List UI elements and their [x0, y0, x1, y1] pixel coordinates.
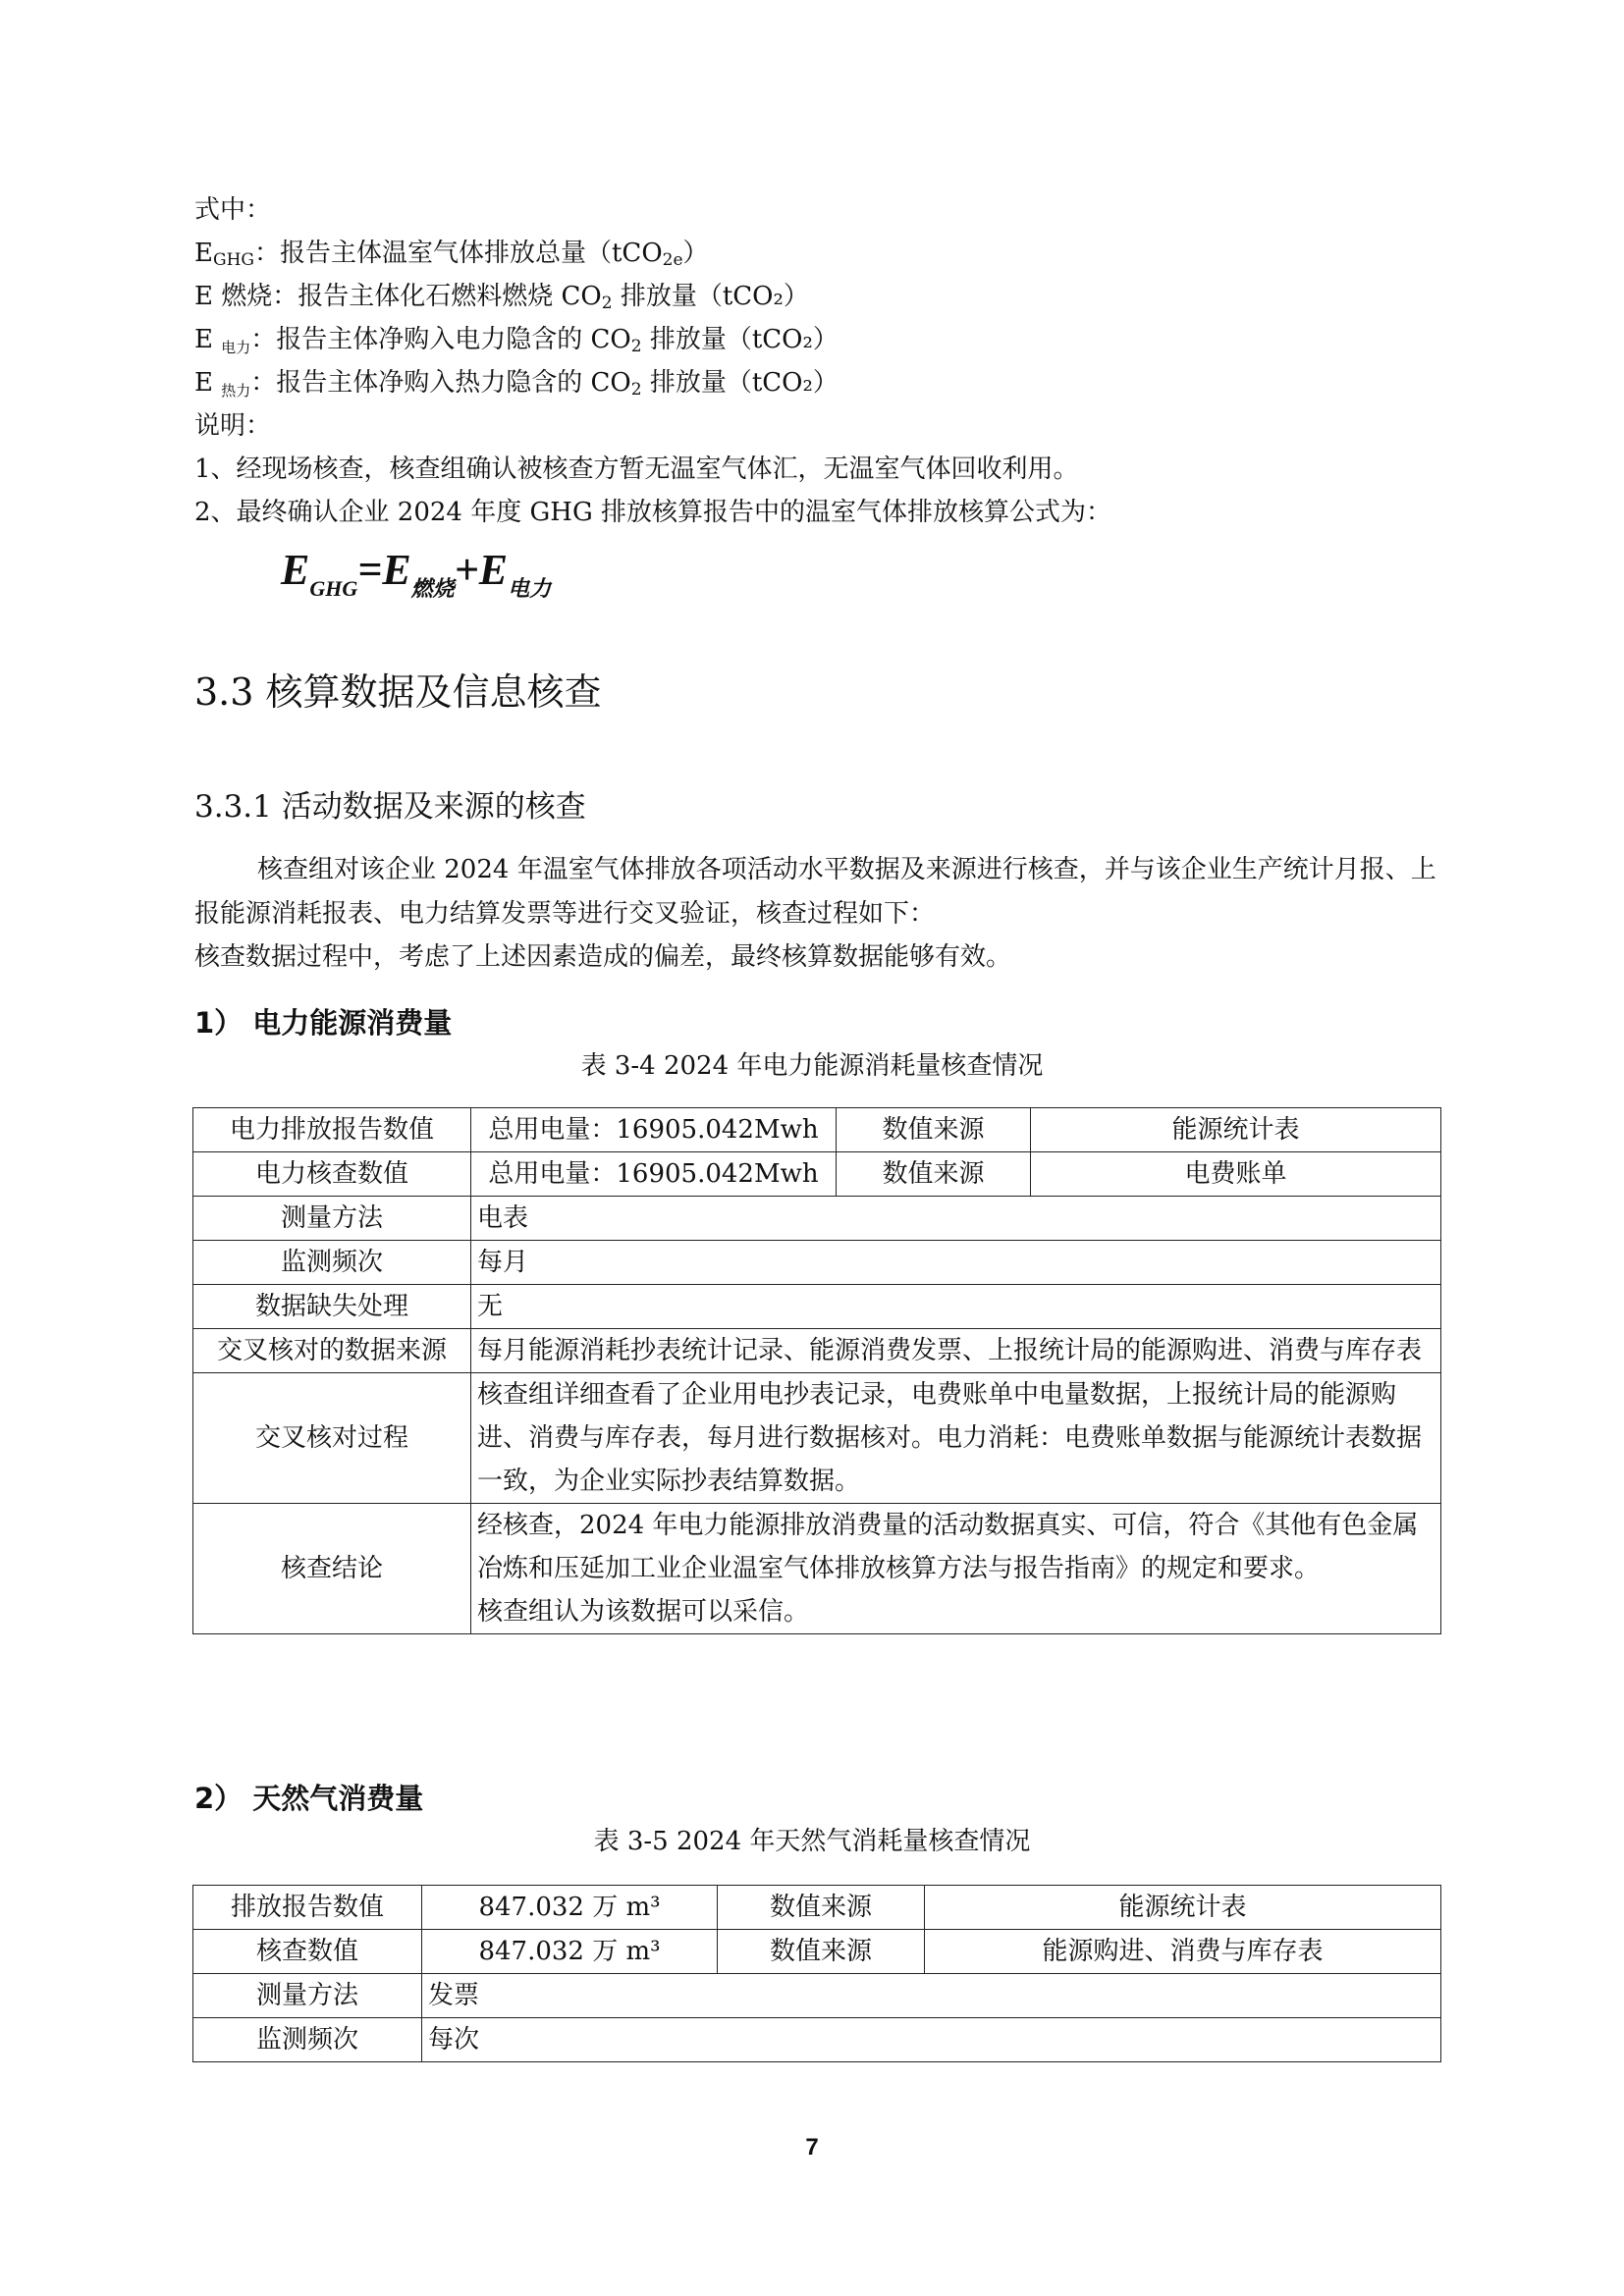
row-label: 数据缺失处理 — [193, 1285, 471, 1329]
electricity-heading: 1） 电力能源消费量 — [194, 1006, 453, 1040]
def-heat: E 热力：报告主体净购入热力隐含的 $CO_2$ 排放量（tCO₂） — [194, 368, 839, 400]
row-label: 核查结论 — [193, 1504, 471, 1634]
gas-heading: 2） 天然气消费量 — [194, 1782, 424, 1815]
electricity-table — [192, 1107, 1441, 1634]
row-value: 电表 — [471, 1197, 1441, 1241]
row-value: 无 — [471, 1285, 1441, 1329]
table-row — [193, 2018, 1441, 2062]
table-row — [193, 1886, 1441, 1930]
row-label: 交叉核对过程 — [193, 1373, 471, 1504]
conclusion-adopt: 核查组认为该数据可以采信。 — [477, 1597, 810, 1627]
def-electricity: E 电力：报告主体净购入电力隐含的 $CO_2$ 排放量（tCO₂） — [194, 325, 839, 356]
table-row — [193, 1504, 1441, 1634]
row-label: 排放报告数值 — [193, 1886, 422, 1930]
conclusion-text: 经核查，2024 年电力能源排放消费量的活动数据真实、可信，符合《其他有色金属冶炼和压延加工业企业温室气体排放核算方法与报告指南》的规定和要求。 — [477, 1511, 1419, 1583]
table-row — [193, 1285, 1441, 1329]
source-label: 数值来源 — [837, 1108, 1031, 1152]
row-label: 监测频次 — [193, 2018, 422, 2062]
def-combustion: E 燃烧：报告主体化石燃料燃烧 $CO_2$ 排放量（tCO₂） — [194, 282, 809, 313]
row-label: 监测频次 — [193, 1241, 471, 1285]
source-label: 数值来源 — [718, 1886, 925, 1930]
note-label: 说明： — [194, 411, 272, 441]
note-2: 2、最终确认企业 2024 年度 GHG 排放核算报告中的温室气体排放核算公式为： — [194, 498, 1111, 527]
emission-formula: $E_{GHG}=E_{燃烧}+E_{电力}$ — [281, 546, 552, 601]
row-value: 发票 — [422, 1974, 1441, 2018]
row-value: 每次 — [422, 2018, 1441, 2062]
subsection-title: 3.3.1 活动数据及来源的核查 — [194, 789, 586, 825]
table-row — [193, 1241, 1441, 1285]
table-row — [193, 1197, 1441, 1241]
row-label: 电力排放报告数值 — [193, 1108, 471, 1152]
source-value: 能源购进、消费与库存表 — [925, 1930, 1441, 1974]
paragraph-1: 核查组对该企业 2024 年温室气体排放各项活动水平数据及来源进行核查，并与该企业生产统计月报、上报能源消耗报表、电力结算发票等进行交叉验证，核查过程如下： — [194, 855, 1436, 929]
row-value — [471, 1504, 1441, 1634]
row-value: 847.032 万 m³ — [422, 1930, 718, 1974]
source-value: 能源统计表 — [925, 1886, 1441, 1930]
section-title: 3.3 核算数据及信息核查 — [194, 670, 602, 714]
row-label: 交叉核对的数据来源 — [193, 1329, 471, 1373]
source-value: 电费账单 — [1031, 1152, 1441, 1197]
row-label: 测量方法 — [193, 1197, 471, 1241]
table-row — [193, 1373, 1441, 1504]
row-value: 核查组详细查看了企业用电抄表记录，电费账单中电量数据，上报统计局的能源购进、消费与库存表，每月进行数据核对。电力消耗：电费账单数据与能源统计表数据一致，为企业实际抄表结算数据。 — [471, 1373, 1441, 1504]
source-label: 数值来源 — [837, 1152, 1031, 1197]
gas-table — [192, 1885, 1441, 2062]
intro-label: 式中： — [194, 195, 272, 225]
def-ghg: $E_{GHG}$：报告主体温室气体排放总量（tCO$_{2e}$） — [194, 239, 709, 270]
row-value: 每月能源消耗抄表统计记录、能源消费发票、上报统计局的能源购进、消费与库存表 — [471, 1329, 1441, 1373]
table-row — [193, 1329, 1441, 1373]
gas-table-caption: 表 3-5 2024 年天然气消耗量核查情况 — [593, 1827, 1031, 1856]
row-value: 每月 — [471, 1241, 1441, 1285]
row-label: 核查数值 — [193, 1930, 422, 1974]
row-value: 总用电量：16905.042Mwh — [471, 1152, 837, 1197]
electricity-table-caption: 表 3-4 2024 年电力能源消耗量核查情况 — [580, 1051, 1044, 1081]
table-row — [193, 1930, 1441, 1974]
row-value: 847.032 万 m³ — [422, 1886, 718, 1930]
page-number: 7 — [805, 2134, 819, 2161]
row-label: 电力核查数值 — [193, 1152, 471, 1197]
source-value: 能源统计表 — [1031, 1108, 1441, 1152]
row-value: 总用电量：16905.042Mwh — [471, 1108, 837, 1152]
note-1: 1、经现场核查，核查组确认被核查方暂无温室气体汇，无温室气体回收利用。 — [194, 454, 1079, 484]
table-row — [193, 1108, 1441, 1152]
table-row — [193, 1152, 1441, 1197]
table-row — [193, 1974, 1441, 2018]
paragraph-2: 核查数据过程中，考虑了上述因素造成的偏差，最终核算数据能够有效。 — [194, 942, 1012, 972]
source-label: 数值来源 — [718, 1930, 925, 1974]
row-label: 测量方法 — [193, 1974, 422, 2018]
